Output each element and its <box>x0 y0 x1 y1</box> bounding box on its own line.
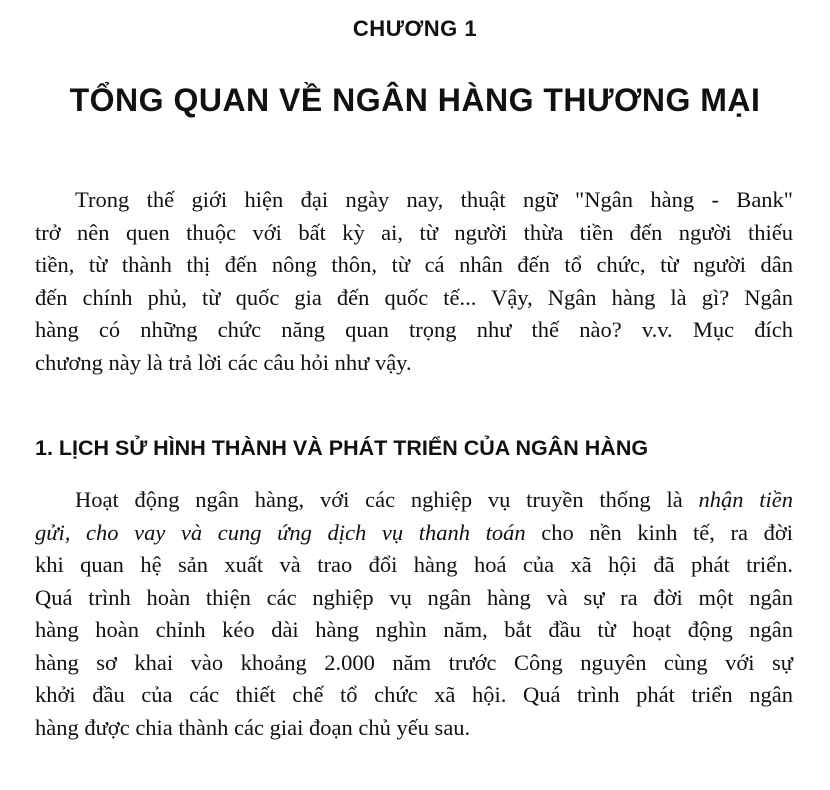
paragraph-line: hàng được chia thành các giai đoạn chủ yếu sau. <box>35 714 471 740</box>
paragraph-line: chương này là trả lời các câu hỏi như vậy. <box>35 349 412 375</box>
body-paragraph <box>35 484 793 744</box>
paragraph-line: khởi đầu của các thiết chế tổ chức xã hội. Quá trình phát triển ngân <box>35 682 793 707</box>
paragraph-line: hàng có những chức năng quan trọng như thế nào? v.v. Mục đích <box>35 317 793 342</box>
paragraph-line: Quá trình hoàn thiện các nghiệp vụ ngân hàng và sự ra đời một ngân <box>35 584 793 610</box>
italic-run: gửi, cho vay và cung ứng dịch vụ thanh toán <box>35 519 526 545</box>
intro-paragraph <box>35 184 793 379</box>
chapter-title: TỔNG QUAN VỀ NGÂN HÀNG THƯƠNG MẠI <box>69 82 761 118</box>
paragraph-line: Trong thế giới hiện đại ngày nay, thuật ngữ "Ngân hàng - Bank" <box>75 187 793 212</box>
paragraph-line <box>35 517 793 550</box>
text-run: cho nền kinh tế, ra đời <box>525 519 793 545</box>
paragraph-line: hàng hoàn chỉnh kéo dài hàng nghìn năm, bắt đầu từ hoạt động ngân <box>35 617 793 642</box>
italic-run: nhận tiền <box>698 487 793 512</box>
paragraph-line: hàng sơ khai vào khoảng 2.000 năm trước Công nguyên cùng với sự <box>35 649 793 675</box>
section-heading: 1. LỊCH SỬ HÌNH THÀNH VÀ PHÁT TRIỂN CỦA NGÂN HÀNG <box>35 436 649 460</box>
paragraph-line <box>35 484 793 517</box>
text-run: Hoạt động ngân hàng, với các nghiệp vụ truyền thống là <box>75 487 699 512</box>
paragraph-line: trở nên quen thuộc với bất kỳ ai, từ người thừa tiền đến người thiếu <box>35 219 793 245</box>
paragraph-line: tiền, từ thành thị đến nông thôn, từ cá nhân đến tổ chức, từ người dân <box>35 252 793 277</box>
paragraph-line: đến chính phủ, từ quốc gia đến quốc tế... Vậy, Ngân hàng là gì? Ngân <box>35 284 793 310</box>
paragraph-line: khi quan hệ sản xuất và trao đổi hàng hoá của xã hội đã phát triển. <box>35 552 793 577</box>
chapter-label: CHƯƠNG 1 <box>352 16 478 41</box>
